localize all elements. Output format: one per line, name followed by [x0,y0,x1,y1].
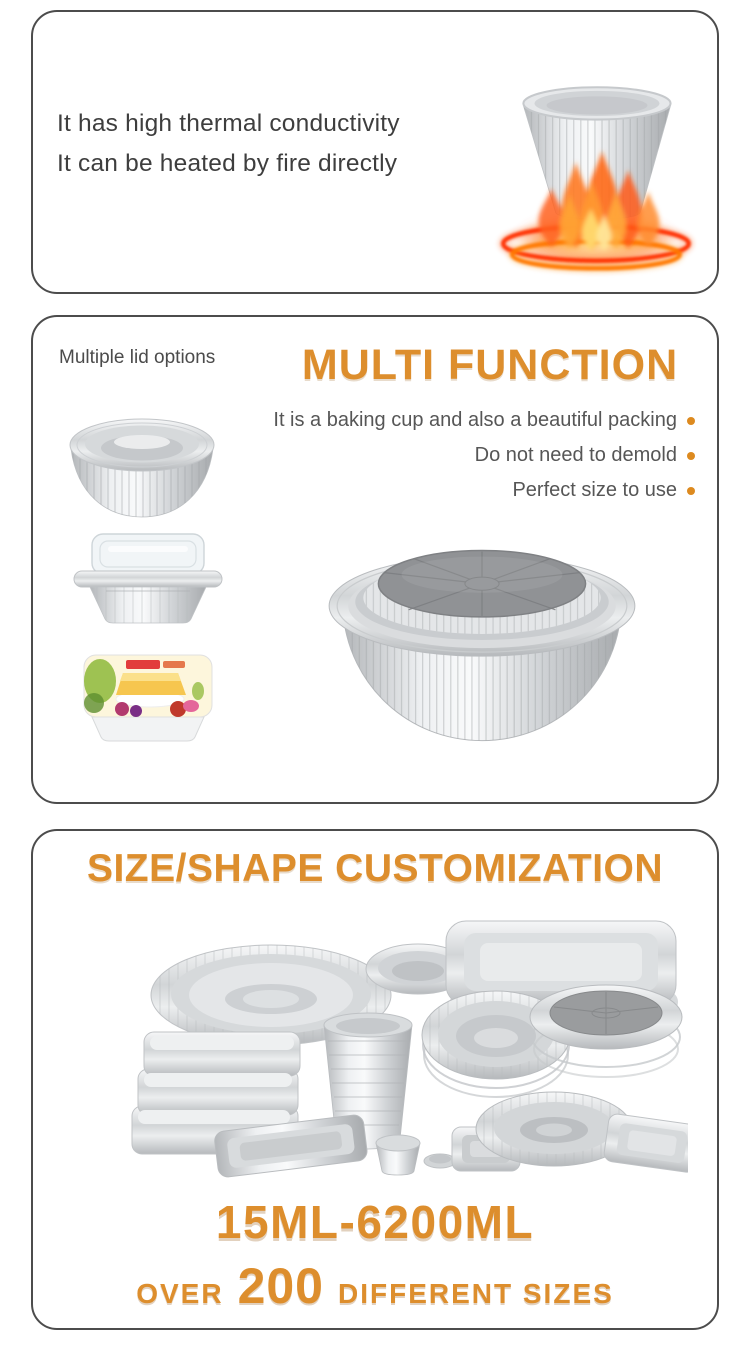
sizes-count-line [33,1257,717,1315]
size-customization-title: SIZE/SHAPE CUSTOMIZATION [86,847,664,890]
feature-bullet [273,403,695,438]
bullet-dot-icon [687,452,695,460]
gray-lid-round-container-image [307,511,657,755]
clear-lid-container-image [66,529,229,625]
thermal-line-1: It has high thermal conductivity [57,110,400,137]
container-collection-image [66,917,688,1187]
size-customization-card [31,829,719,1330]
lid-options-caption: Multiple lid options [59,347,216,368]
sizes-prefix: OVER [136,1278,224,1309]
bullet-dot-icon [687,487,695,495]
foil-cup-on-fire-image [479,62,721,284]
multi-function-card [31,315,719,804]
volume-range-text: 15ML-6200ML [215,1196,535,1248]
multi-function-title: MULTI FUNCTION [301,341,679,389]
feature-bullet [273,438,695,473]
sizes-count: 200 [237,1258,324,1314]
bullet-text: Perfect size to use [512,479,677,501]
feature-bullet [273,473,695,508]
bullet-text: It is a baking cup and also a beautiful packing [273,409,677,431]
thermal-line-2: It can be heated by fire directly [57,150,398,177]
small-cups [376,1135,456,1175]
round-foil-container-image [63,401,221,525]
bullet-text: Do not need to demold [474,444,677,466]
bullet-dot-icon [687,417,695,425]
feature-bullet-list [273,403,695,508]
sizes-suffix: DIFFERENT SIZES [338,1278,614,1309]
printed-lid-container-image [78,651,216,743]
thermal-text [57,104,400,184]
small-tray-right [603,1113,688,1173]
thermal-conductivity-card [31,10,719,294]
